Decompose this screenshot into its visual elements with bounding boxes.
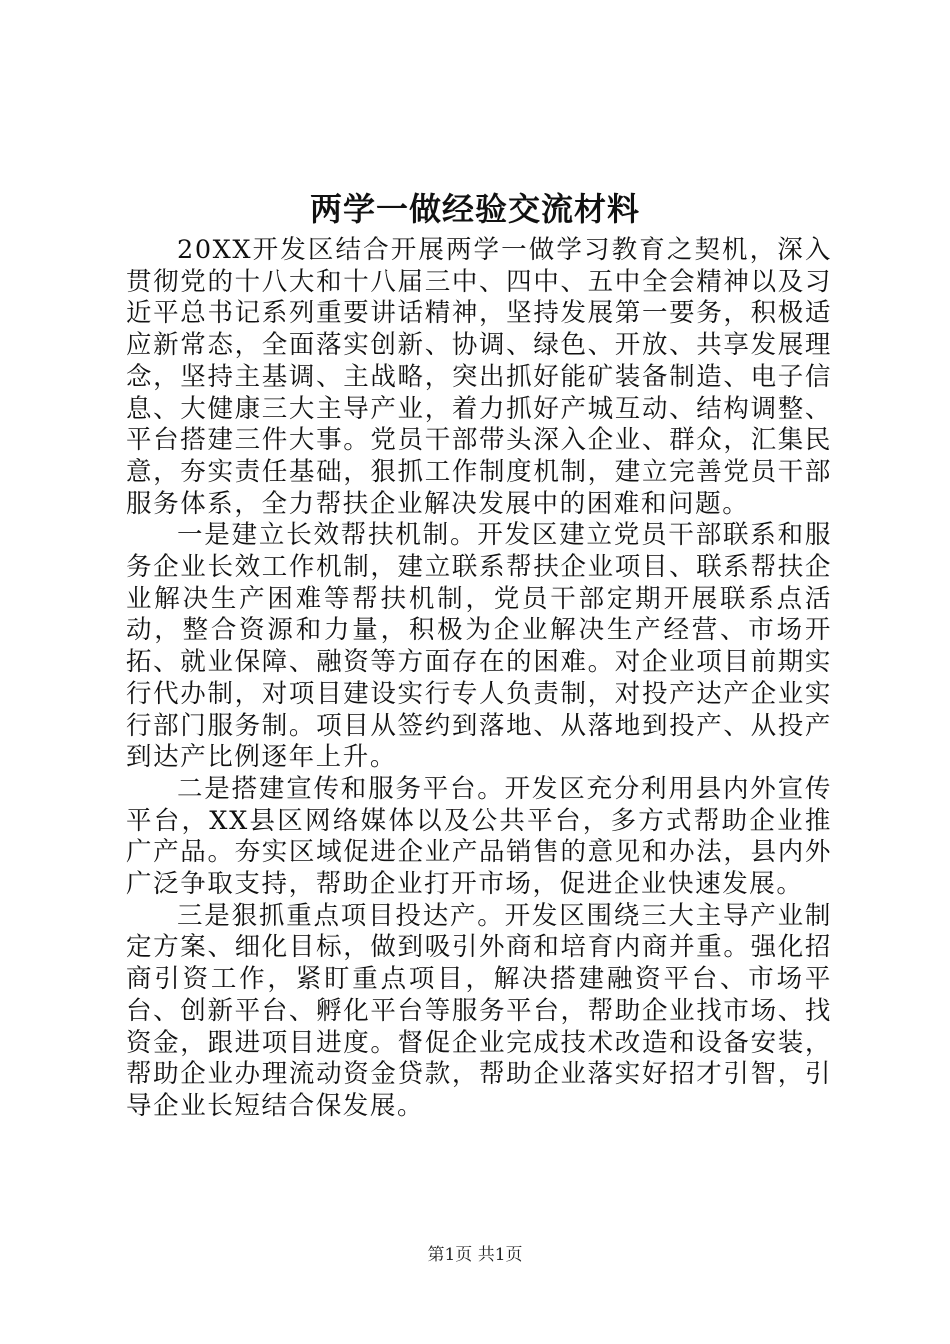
paragraph-point-three: 三是狠抓重点项目投达产。开发区围绕三大主导产业制定方案、细化目标，做到吸引外商和培育内商并重。强化招商引资工作，紧盯重点项目，解决搭建融资平台、市场平台、创新平台、孵化平台等服务平台，帮助企业找市场、找资金，跟进项目进度。督促企业完成技术改造和设备安装，帮助企业办理流动资金贷款，帮助企业落实好招才引智，引导企业长短结合保发展。: [126, 900, 832, 1121]
paragraph-point-two: 二是搭建宣传和服务平台。开发区充分利用县内外宣传平台，XX县区网络媒体以及公共平台，多方式帮助企业推广产品。夯实区域促进企业产品销售的意见和办法，县内外广泛争取支持，帮助企业打开市场，促进企业快速发展。: [126, 773, 832, 900]
paragraph-point-one: 一是建立长效帮扶机制。开发区建立党员干部联系和服务企业长效工作机制，建立联系帮扶企业项目、联系帮扶企业解决生产困难等帮扶机制，党员干部定期开展联系点活动，整合资源和力量，积极为企业解决生产经营、市场开拓、就业保障、融资等方面存在的困难。对企业项目前期实行代办制，对项目建设实行专人负责制，对投产达产企业实行部门服务制。项目从签约到落地、从落地到投产、从投产到达产比例逐年上升。: [126, 520, 832, 773]
document-body: [126, 235, 832, 1123]
page-number-footer: 第1页 共1页: [427, 1245, 523, 1265]
document-title: 两学一做经验交流材料: [309, 190, 640, 228]
paragraph-intro: 20XX开发区结合开展两学一做学习教育之契机，深入贯彻党的十八大和十八届三中、四中、五中全会精神以及习近平总书记系列重要讲话精神，坚持发展第一要务，积极适应新常态，全面落实创新、协调、绿色、开放、共享发展理念，坚持主基调、主战略，突出抓好能矿装备制造、电子信息、大健康三大主导产业，着力抓好产城互动、结构调整、平台搭建三件大事。党员干部带头深入企业、群众，汇集民意，夯实责任基础，狠抓工作制度机制，建立完善党员干部服务体系，全力帮扶企业解决发展中的困难和问题。: [126, 235, 832, 519]
